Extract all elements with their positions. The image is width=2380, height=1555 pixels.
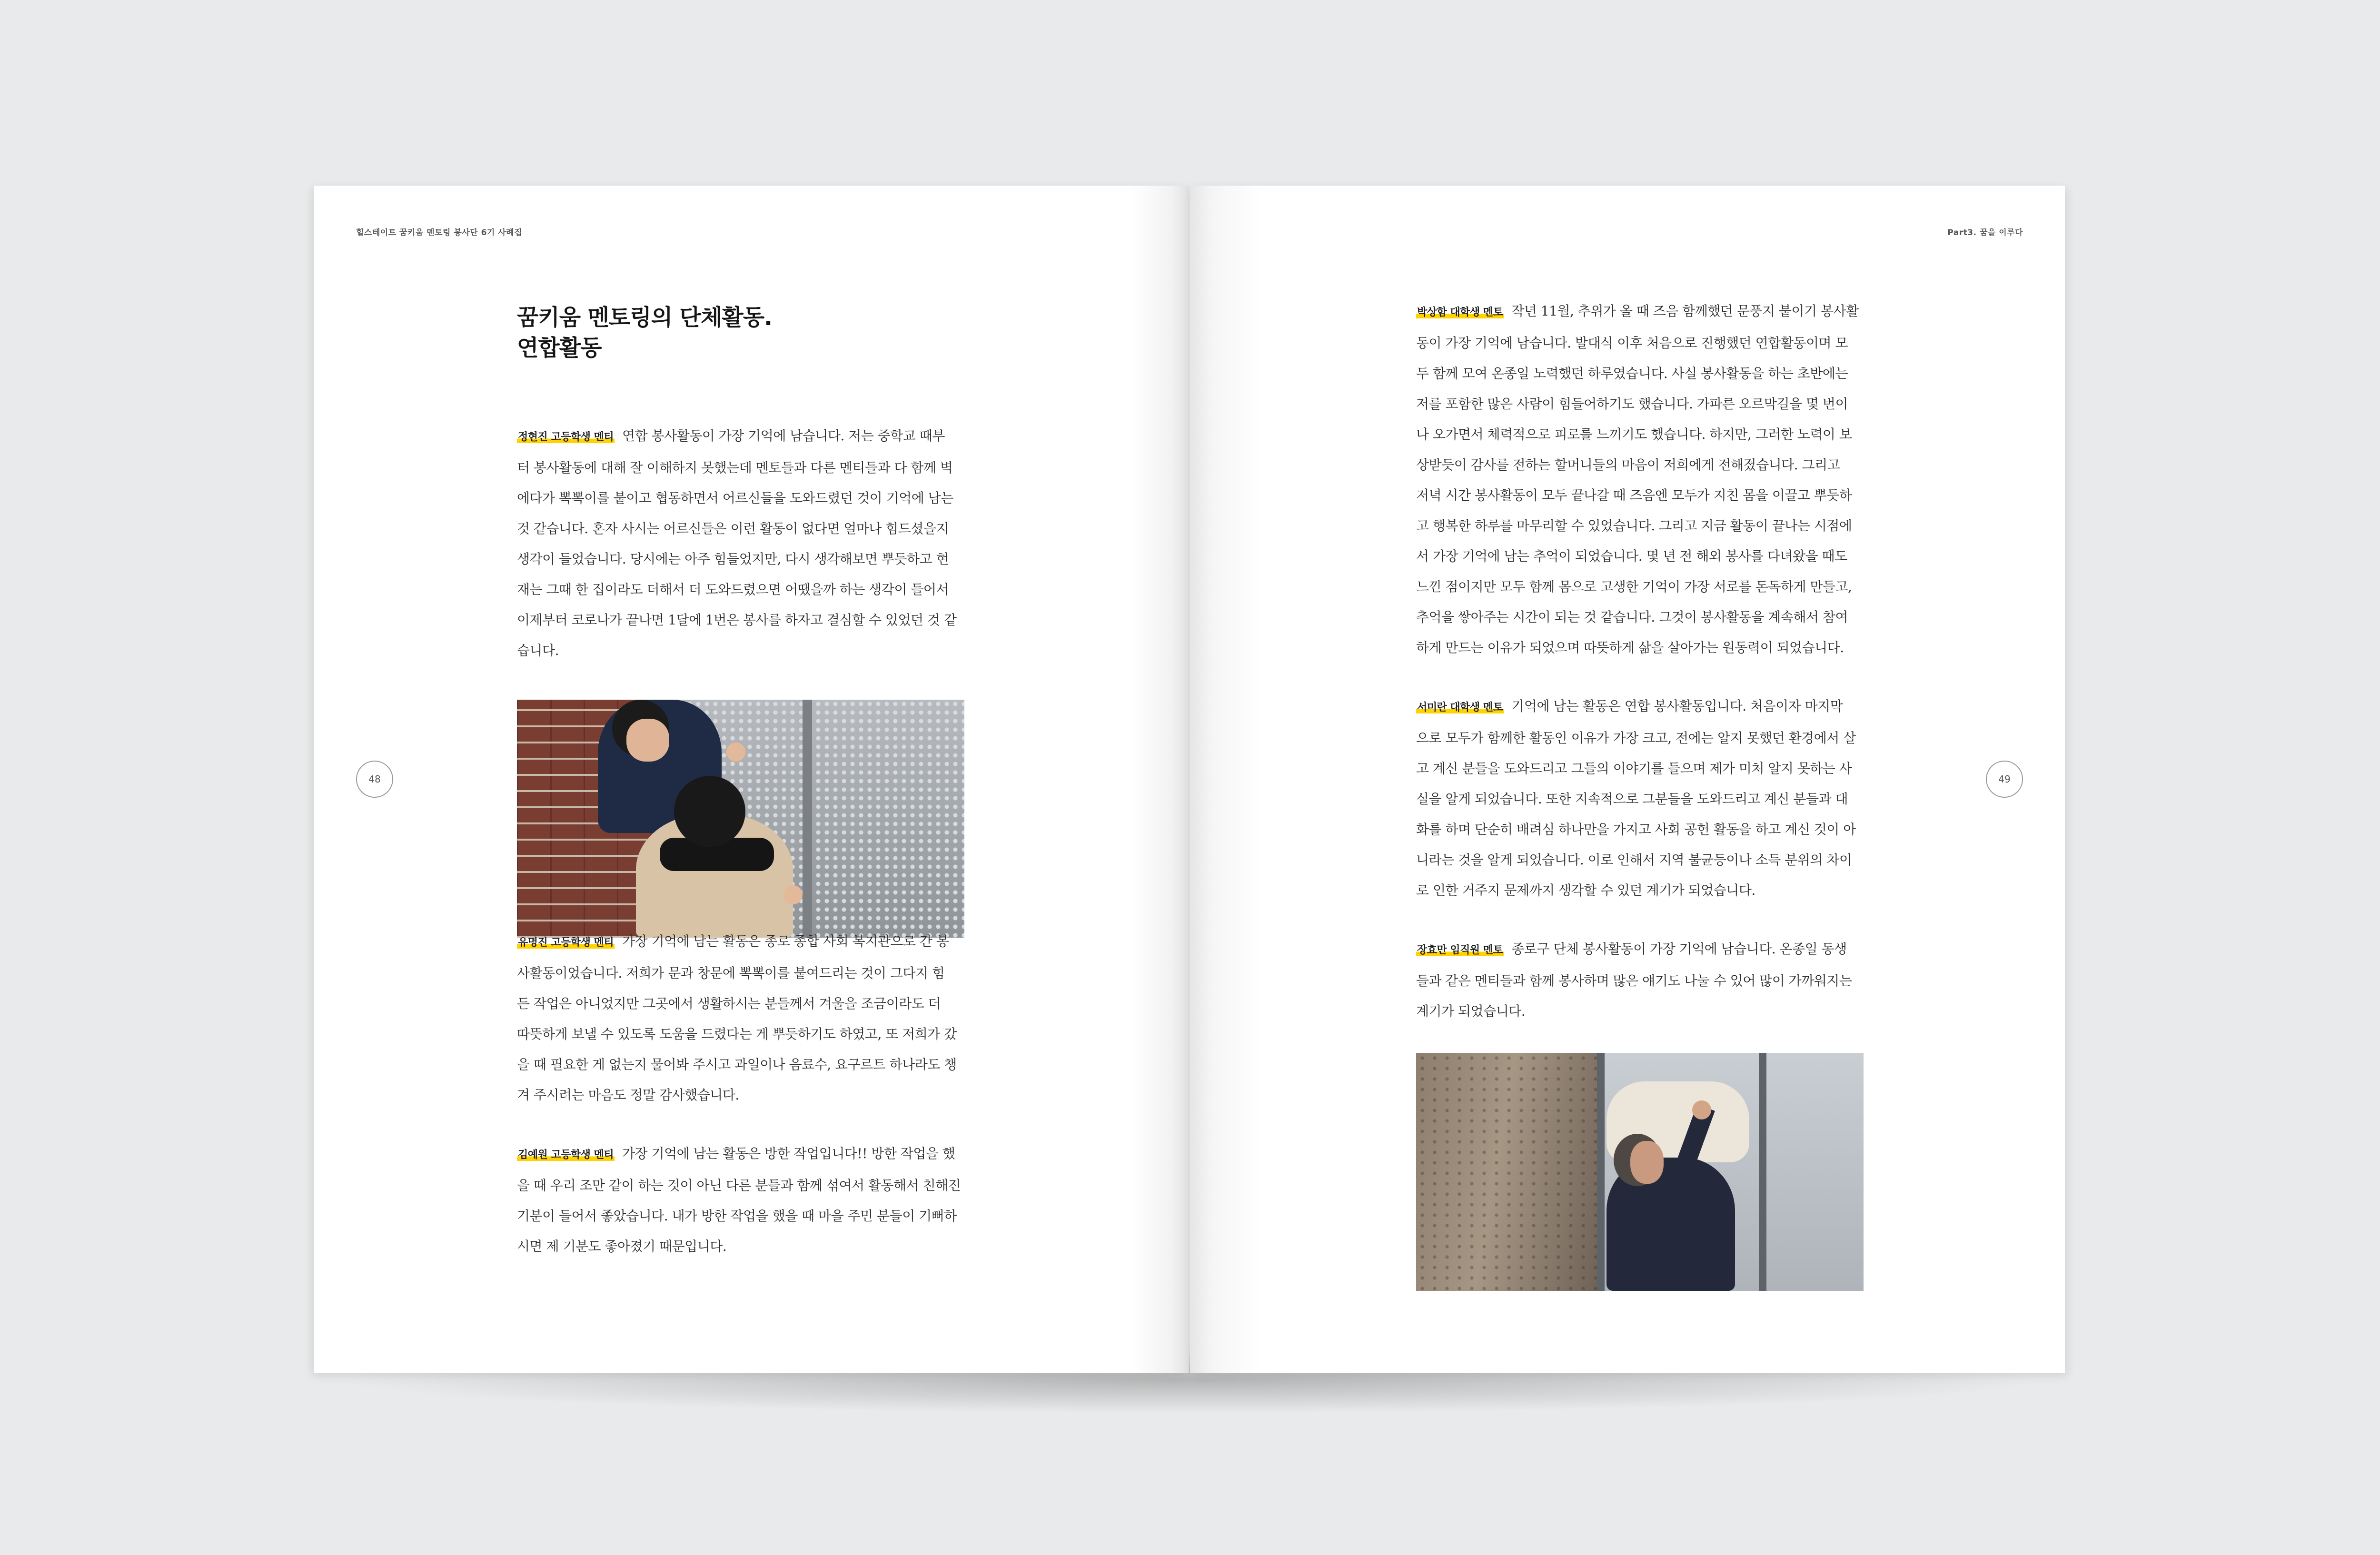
testimonial-entry — [517, 926, 964, 1110]
text-line: 사활동이었습니다. 저희가 문과 창문에 뽁뽁이를 붙여드리는 것이 그다지 힘 — [517, 965, 945, 981]
right-page — [1190, 186, 2065, 1373]
text-line: 을 때 우리 조만 같이 하는 것이 아닌 다른 분들과 함께 섞여서 활동해서 친해진 — [517, 1178, 961, 1193]
text-line: 나 오가면서 체력적으로 피로를 느끼기도 했습니다. 하지만, 그러한 노력이 보 — [1416, 426, 1852, 442]
author-label: 장효만 임직원 멘토 — [1417, 944, 1503, 956]
testimonial-entry — [517, 1139, 964, 1262]
text-line: 생각이 들었습니다. 당시에는 아주 힘들었지만, 다시 생각해보면 뿌듯하고 현 — [517, 551, 949, 567]
text-line: 재는 그때 한 집이라도 더해서 더 도와드렸으면 어땠을까 하는 생각이 들어서 — [517, 582, 949, 597]
text-line: 계기가 되었습니다. — [1416, 1003, 1526, 1019]
text-line: 실을 알게 되었습니다. 또한 지속적으로 그분들을 도와드리고 계신 분들과 대 — [1416, 791, 1848, 807]
text-line: 것 같습니다. 혼자 사시는 어르신들은 이런 활동이 없다면 얼마나 힘드셨을지 — [517, 521, 949, 536]
text-line: 에다가 뽁뽁이를 붙이고 협동하면서 어르신들을 도와드렸던 것이 기억에 남는 — [517, 490, 953, 506]
text-line: 로 인한 거주지 문제까지 생각할 수 있던 계기가 되었습니다. — [1416, 882, 1755, 898]
text-line: 을 때 필요한 게 없는지 물어봐 주시고 과일이나 음료수, 요구르트 하나라도 챙 — [517, 1057, 957, 1072]
text-line: 느낀 점이지만 모두 함께 몸으로 고생한 기억이 가장 서로를 돈독하게 만들고, — [1416, 579, 1852, 594]
text-line: 동이 가장 기억에 남습니다. 발대식 이후 처음으로 진행했던 연합활동이며 모 — [1416, 335, 1848, 351]
author-label: 김예원 고등학생 멘티 — [518, 1149, 614, 1161]
left-page — [314, 186, 1189, 1373]
text-line: 정현진 고등학생 멘티 연합 봉사활동이 가장 기억에 남습니다. 저는 중학교 때부 — [518, 428, 945, 444]
text-line: 든 작업은 아니었지만 그곳에서 생활하시는 분들께서 겨울을 조금이라도 더 — [517, 996, 941, 1011]
testimonial-entry — [1416, 691, 1864, 906]
author-label: 유명진 고등학생 멘티 — [518, 937, 614, 949]
text-line: 김예원 고등학생 멘티 가장 기억에 남는 활동은 방한 작업입니다!! 방한 작업을 했 — [518, 1146, 955, 1161]
text-line: 추억을 쌓아주는 시간이 되는 것 같습니다. 그것이 봉사활동을 계속해서 참여 — [1416, 609, 1848, 625]
text-line: 하게 만드는 이유가 되었으며 따뜻하게 삶을 살아가는 원동력이 되었습니다. — [1416, 640, 1844, 655]
text-line: 니라는 것을 알게 되었습니다. 이로 인해서 지역 불균등이나 소득 분위의 차이 — [1416, 852, 1852, 868]
text-line: 으로 모두가 함께한 활동인 이유가 가장 크고, 전에는 알지 못했던 환경에서 살 — [1416, 730, 1856, 746]
text-line: 서 가장 기억에 남는 추억이 되었습니다. 몇 년 전 해외 봉사를 다녀왔을 때도 — [1416, 548, 1847, 564]
text-line: 유명진 고등학생 멘티 가장 기억에 남는 활동은 종로 종합 사회 복지관으로 간 봉 — [518, 933, 949, 949]
right-running-head: Part3. 꿈을 이루다 — [1947, 228, 2023, 238]
text-line: 따뜻하게 보낼 수 있도록 도움을 드렸다는 게 뿌듯하기도 하였고, 또 저희가 갔 — [517, 1026, 957, 1042]
text-line: 서미란 대학생 멘토 기억에 남는 활동은 연합 봉사활동입니다. 처음이자 마지막 — [1417, 698, 1843, 714]
page-title — [517, 303, 964, 364]
left-running-head: 힐스테이트 꿈키움 멘토링 봉사단 6기 사례집 — [356, 228, 523, 238]
author-label: 정현진 고등학생 멘티 — [518, 431, 614, 443]
left-gutter-shade — [1132, 186, 1189, 1373]
left-page-number: 48 — [356, 761, 393, 798]
text-line: 장효만 임직원 멘토 종로구 단체 봉사활동이 가장 기억에 남습니다. 온종일 동생 — [1417, 941, 1847, 957]
testimonial-entry — [517, 421, 964, 666]
text-line: 화를 하며 단순히 배려심 하나만을 가지고 사회 공헌 활동을 하고 계신 것이 아 — [1416, 822, 1856, 837]
right-gutter-shade — [1190, 186, 1261, 1373]
author-label: 박상함 대학생 멘토 — [1417, 307, 1503, 318]
testimonial-entry — [1416, 934, 1864, 1027]
text-line: 터 봉사활동에 대해 잘 이해하지 못했는데 멘토들과 다른 멘티들과 다 함께 벽 — [517, 460, 953, 475]
text-line: 이제부터 코로나가 끝나면 1달에 1번은 봉사를 하자고 결심할 수 있었던 것 같 — [517, 612, 957, 628]
text-line: 들과 같은 멘티들과 함께 봉사하며 많은 얘기도 나눌 수 있어 많이 가까워지는 — [1416, 973, 1852, 989]
photo-mentor-window-work — [1416, 1053, 1864, 1291]
text-line: 박상함 대학생 멘토 작년 11월, 추위가 올 때 즈음 함께했던 문풍지 붙이기 봉사활 — [1417, 303, 1859, 319]
photo-volunteers-insulation — [517, 700, 964, 938]
text-line: 시면 제 기분도 좋아졌기 때문입니다. — [517, 1238, 727, 1254]
text-line: 고 행복한 하루를 마무리할 수 있었습니다. 그리고 지금 활동이 끝나는 시점에 — [1416, 518, 1852, 534]
text-line: 상받듯이 감사를 전하는 할머니들의 마음이 저희에게 전해졌습니다. 그리고 — [1416, 457, 1840, 473]
text-line: 저를 포함한 많은 사람이 힘들어하기도 했습니다. 가파른 오르막길을 몇 번이 — [1416, 396, 1848, 412]
page-title-line: 꿈키움 멘토링의 단체활동. — [517, 305, 773, 331]
page-title-line: 연합활동 — [517, 335, 602, 361]
text-line: 두 함께 모여 온종일 노력했던 하루였습니다. 사실 봉사활동을 하는 초반에는 — [1416, 366, 1848, 381]
text-line: 겨 주시려는 마음도 정말 감사했습니다. — [517, 1087, 739, 1103]
text-line: 저녁 시간 봉사활동이 모두 끝나갈 때 즈음엔 모두가 지친 몸을 이끌고 뿌듯하 — [1416, 487, 1852, 503]
testimonial-entry — [1416, 296, 1864, 663]
text-line: 기분이 들어서 좋았습니다. 내가 방한 작업을 했을 때 마을 주민 분들이 기뻐하 — [517, 1208, 957, 1224]
author-label: 서미란 대학생 멘토 — [1417, 702, 1503, 713]
text-line: 습니다. — [517, 643, 559, 658]
text-line: 고 계신 분들을 도와드리고 그들의 이야기를 들으며 제가 미처 알지 못하는 사 — [1416, 761, 1852, 776]
right-page-number: 49 — [1986, 761, 2023, 798]
